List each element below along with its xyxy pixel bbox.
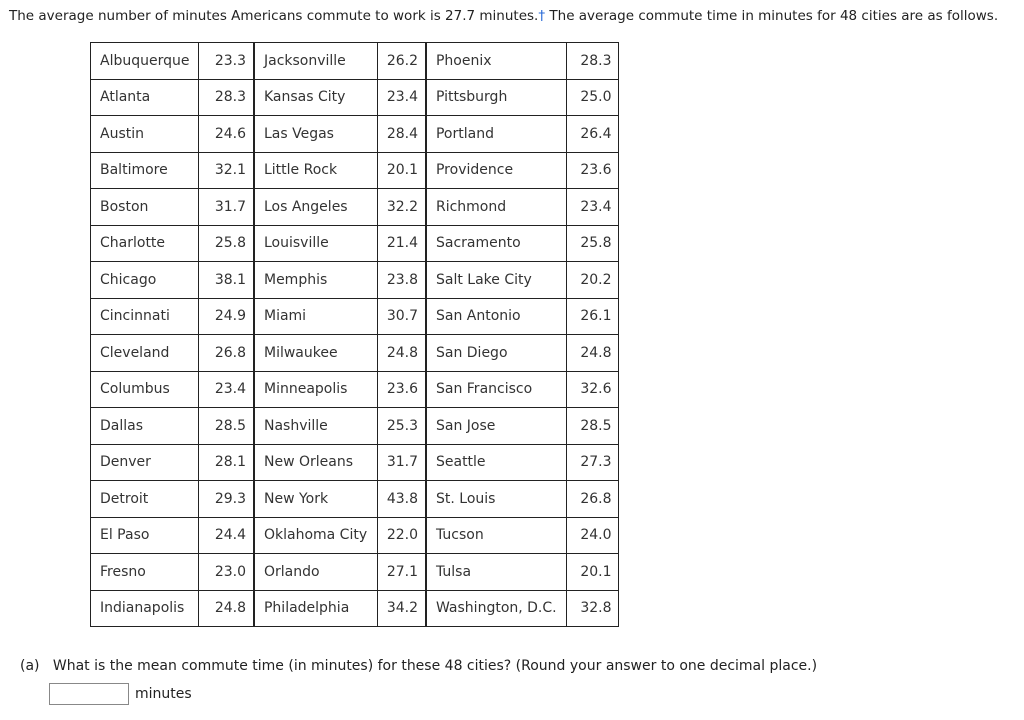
- city-name-cell: San Jose: [426, 408, 567, 445]
- city-name-cell: Cleveland: [91, 335, 199, 372]
- commute-minutes-cell: 23.8: [378, 262, 426, 299]
- city-name-cell: Oklahoma City: [254, 517, 378, 554]
- table-row: [91, 590, 619, 627]
- commute-minutes-cell: 25.0: [567, 79, 619, 116]
- commute-minutes-cell: 20.2: [567, 262, 619, 299]
- city-name-cell: Fresno: [91, 554, 199, 591]
- commute-minutes-cell: 24.6: [199, 116, 254, 153]
- commute-minutes-cell: 26.4: [567, 116, 619, 153]
- city-name-cell: Columbus: [91, 371, 199, 408]
- city-name-cell: Denver: [91, 444, 199, 481]
- commute-minutes-cell: 28.3: [567, 43, 619, 80]
- commute-minutes-cell: 28.5: [199, 408, 254, 445]
- city-name-cell: Milwaukee: [254, 335, 378, 372]
- commute-minutes-cell: 26.2: [378, 43, 426, 80]
- city-name-cell: Louisville: [254, 225, 378, 262]
- table-row: [91, 481, 619, 518]
- commute-minutes-cell: 38.1: [199, 262, 254, 299]
- commute-minutes-cell: 24.4: [199, 517, 254, 554]
- city-name-cell: Baltimore: [91, 152, 199, 189]
- city-name-cell: Boston: [91, 189, 199, 226]
- table-row: [91, 43, 619, 80]
- commute-minutes-cell: 28.3: [199, 79, 254, 116]
- commute-minutes-cell: 32.2: [378, 189, 426, 226]
- city-name-cell: San Antonio: [426, 298, 567, 335]
- commute-minutes-cell: 23.0: [199, 554, 254, 591]
- table-row: [91, 262, 619, 299]
- table-row: [91, 335, 619, 372]
- city-name-cell: Kansas City: [254, 79, 378, 116]
- city-name-cell: Chicago: [91, 262, 199, 299]
- table-row: [91, 444, 619, 481]
- commute-minutes-cell: 24.8: [378, 335, 426, 372]
- city-name-cell: Pittsburgh: [426, 79, 567, 116]
- commute-minutes-cell: 23.6: [567, 152, 619, 189]
- commute-minutes-cell: 29.3: [199, 481, 254, 518]
- intro-text-after: The average commute time in minutes for 48 cities are as follows.: [545, 8, 999, 24]
- city-name-cell: San Francisco: [426, 371, 567, 408]
- answer-unit: minutes: [135, 686, 192, 702]
- commute-minutes-cell: 24.9: [199, 298, 254, 335]
- city-name-cell: Miami: [254, 298, 378, 335]
- city-name-cell: Tulsa: [426, 554, 567, 591]
- table-row: [91, 371, 619, 408]
- city-name-cell: Austin: [91, 116, 199, 153]
- city-name-cell: Phoenix: [426, 43, 567, 80]
- city-name-cell: Atlanta: [91, 79, 199, 116]
- city-name-cell: Sacramento: [426, 225, 567, 262]
- city-name-cell: New York: [254, 481, 378, 518]
- commute-minutes-cell: 23.4: [378, 79, 426, 116]
- commute-minutes-cell: 26.8: [199, 335, 254, 372]
- commute-minutes-cell: 31.7: [199, 189, 254, 226]
- table-row: [91, 298, 619, 335]
- city-name-cell: Memphis: [254, 262, 378, 299]
- commute-minutes-cell: 25.3: [378, 408, 426, 445]
- mean-answer-input[interactable]: [49, 683, 129, 705]
- city-name-cell: Albuquerque: [91, 43, 199, 80]
- commute-times-table: [90, 42, 619, 627]
- intro-text-before: The average number of minutes Americans commute to work is 27.7 minutes.: [9, 8, 539, 24]
- city-name-cell: Tucson: [426, 517, 567, 554]
- city-name-cell: Los Angeles: [254, 189, 378, 226]
- city-name-cell: Cincinnati: [91, 298, 199, 335]
- problem-intro: [9, 8, 998, 24]
- question-a: [20, 658, 817, 674]
- table-row: [91, 554, 619, 591]
- city-name-cell: Minneapolis: [254, 371, 378, 408]
- commute-minutes-cell: 34.2: [378, 590, 426, 627]
- city-name-cell: Seattle: [426, 444, 567, 481]
- commute-minutes-cell: 30.7: [378, 298, 426, 335]
- city-name-cell: Richmond: [426, 189, 567, 226]
- city-name-cell: Washington, D.C.: [426, 590, 567, 627]
- commute-minutes-cell: 23.3: [199, 43, 254, 80]
- city-name-cell: Las Vegas: [254, 116, 378, 153]
- table-row: [91, 79, 619, 116]
- commute-minutes-cell: 20.1: [378, 152, 426, 189]
- commute-minutes-cell: 32.8: [567, 590, 619, 627]
- answer-row: [49, 683, 192, 705]
- commute-minutes-cell: 27.3: [567, 444, 619, 481]
- table-row: [91, 152, 619, 189]
- footnote-dagger-link[interactable]: †: [538, 8, 546, 24]
- commute-minutes-cell: 28.5: [567, 408, 619, 445]
- commute-minutes-cell: 22.0: [378, 517, 426, 554]
- commute-minutes-cell: 23.6: [378, 371, 426, 408]
- question-text: What is the mean commute time (in minutes) for these 48 cities? (Round your answer to one decimal place.): [52, 658, 818, 674]
- city-name-cell: Portland: [426, 116, 567, 153]
- commute-minutes-cell: 23.4: [567, 189, 619, 226]
- city-name-cell: Indianapolis: [91, 590, 199, 627]
- question-label: (a): [20, 658, 40, 674]
- commute-minutes-cell: 32.6: [567, 371, 619, 408]
- commute-minutes-cell: 21.4: [378, 225, 426, 262]
- city-name-cell: Dallas: [91, 408, 199, 445]
- table-row: [91, 517, 619, 554]
- commute-minutes-cell: 20.1: [567, 554, 619, 591]
- commute-minutes-cell: 24.8: [199, 590, 254, 627]
- city-name-cell: Little Rock: [254, 152, 378, 189]
- city-name-cell: Salt Lake City: [426, 262, 567, 299]
- commute-minutes-cell: 31.7: [378, 444, 426, 481]
- commute-minutes-cell: 24.0: [567, 517, 619, 554]
- commute-minutes-cell: 25.8: [567, 225, 619, 262]
- table-row: [91, 408, 619, 445]
- commute-minutes-cell: 26.8: [567, 481, 619, 518]
- city-name-cell: New Orleans: [254, 444, 378, 481]
- commute-minutes-cell: 25.8: [199, 225, 254, 262]
- table-row: [91, 225, 619, 262]
- city-name-cell: Charlotte: [91, 225, 199, 262]
- commute-minutes-cell: 28.4: [378, 116, 426, 153]
- commute-minutes-cell: 43.8: [378, 481, 426, 518]
- commute-minutes-cell: 27.1: [378, 554, 426, 591]
- table-row: [91, 189, 619, 226]
- city-name-cell: Nashville: [254, 408, 378, 445]
- city-name-cell: Detroit: [91, 481, 199, 518]
- commute-table-body: [91, 43, 619, 627]
- commute-minutes-cell: 24.8: [567, 335, 619, 372]
- city-name-cell: Providence: [426, 152, 567, 189]
- commute-minutes-cell: 26.1: [567, 298, 619, 335]
- commute-minutes-cell: 28.1: [199, 444, 254, 481]
- commute-minutes-cell: 32.1: [199, 152, 254, 189]
- city-name-cell: St. Louis: [426, 481, 567, 518]
- city-name-cell: El Paso: [91, 517, 199, 554]
- table-row: [91, 116, 619, 153]
- city-name-cell: Philadelphia: [254, 590, 378, 627]
- city-name-cell: San Diego: [426, 335, 567, 372]
- city-name-cell: Jacksonville: [254, 43, 378, 80]
- commute-minutes-cell: 23.4: [199, 371, 254, 408]
- city-name-cell: Orlando: [254, 554, 378, 591]
